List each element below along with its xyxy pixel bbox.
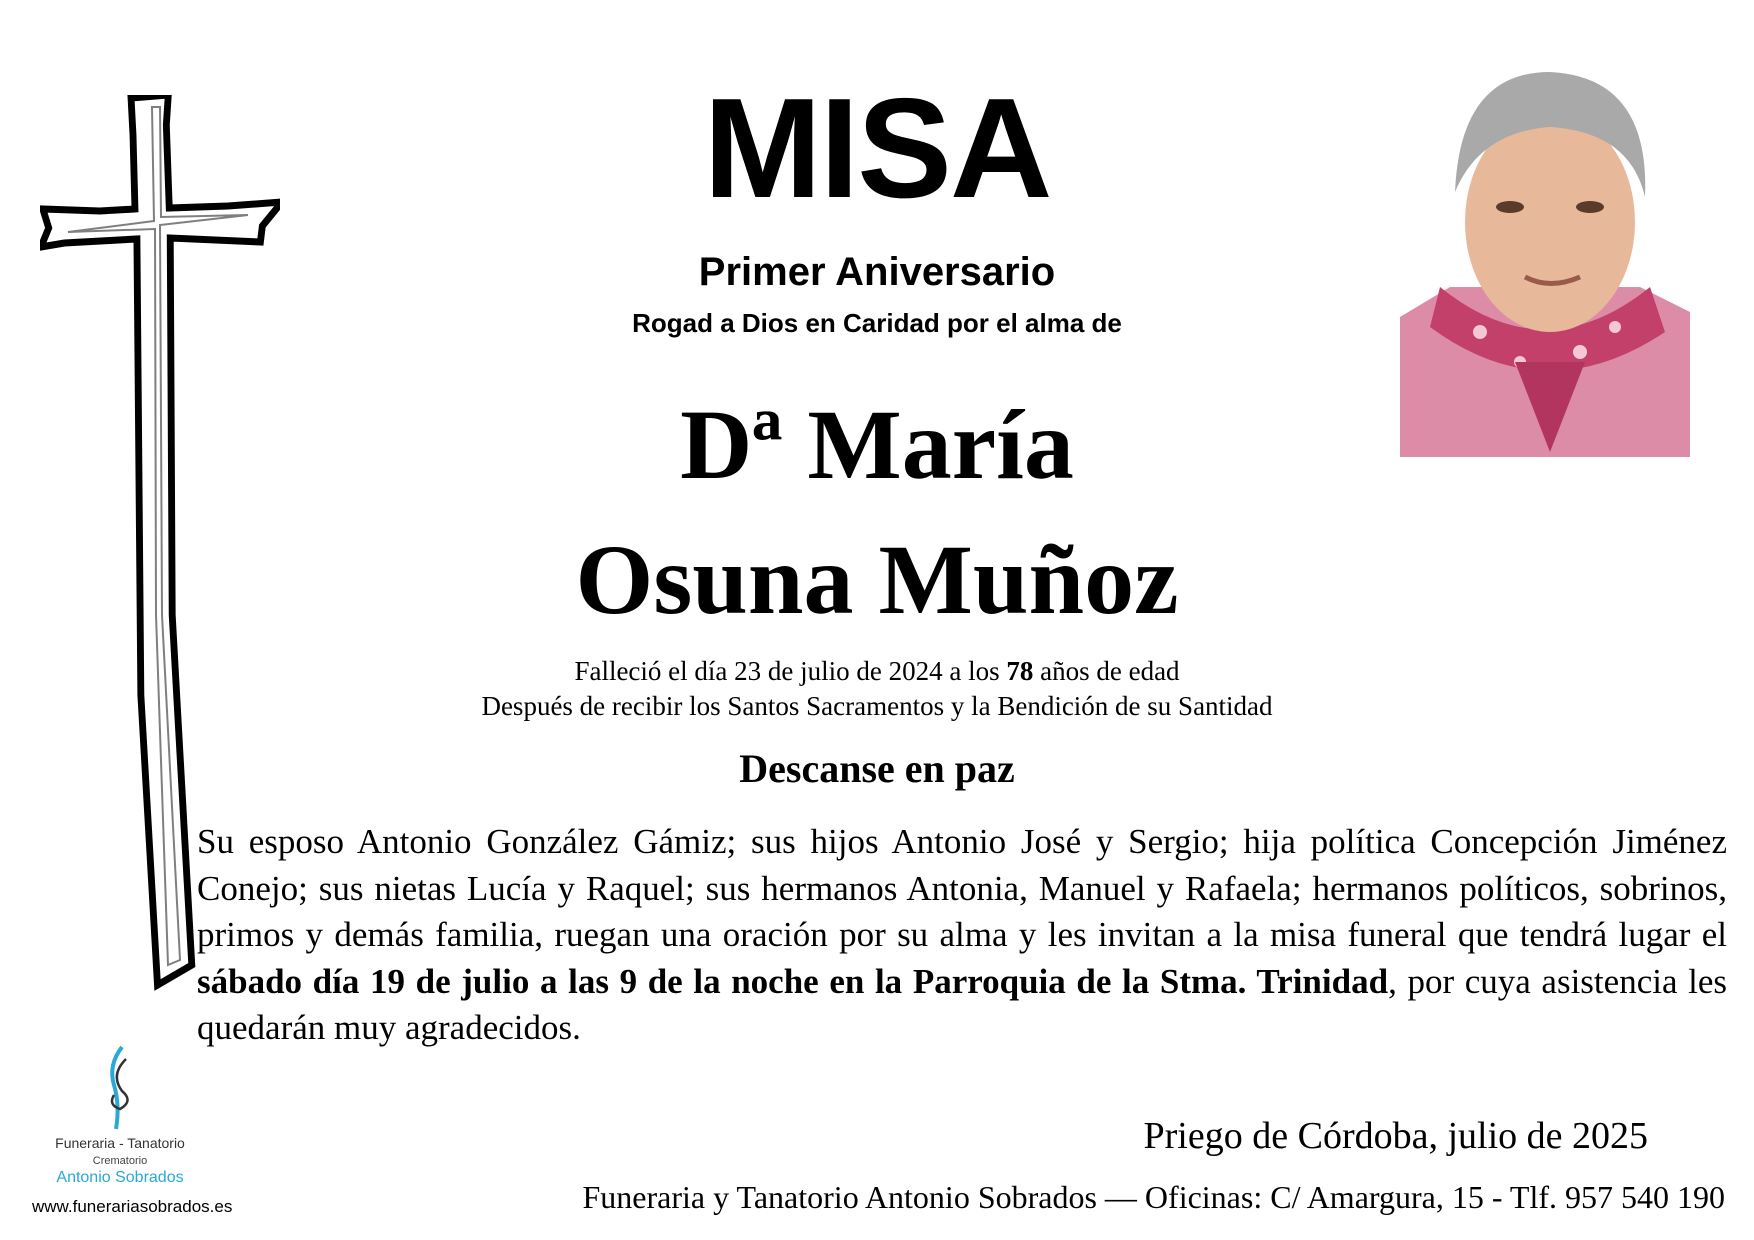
funeraria-logo <box>20 1045 233 1216</box>
sacraments-text: Después de recibir los Santos Sacramentos y la Bendición de su Santidad <box>481 691 1273 721</box>
age-value: 78 <box>1006 656 1034 686</box>
family-paragraph: Su esposo Antonio González Gámiz; sus hijos Antonio José y Sergio; hija política Concepción Jiménez Conejo; sus nietas Lucía y Raquel; sus hermanos Antonia, Manuel y Rafaela; hermanos políticos, sobrinos, primos y demás familia, ruegan una oración por su alma y les invitan a la misa funeral que tendrá lugar el sábado día 19 de julio a las 9 de la noche en la Parroquia de la Stma. Trinidad, por cuya asistencia les quedarán muy agradecidos. <box>197 822 1727 1047</box>
page-title: MISA <box>703 69 1051 228</box>
place-date: Priego de Córdoba, julio de 2025 <box>1143 1115 1648 1157</box>
death-info: Falleció el día 23 de julio de 2024 a los 78 años de edad <box>574 656 1180 686</box>
footer-contact: Funeraria y Tanatorio Antonio Sobrados — Oficinas: C/ Amargura, 15 - Tlf. 957 540 190 <box>582 1179 1725 1215</box>
mass-event-details: sábado día 19 de julio a las 9 de la noche en la Parroquia de la Stma. Trinidad <box>197 961 1389 1001</box>
deceased-name-line2: Osuna Muñoz <box>575 524 1179 635</box>
funeraria-logo-mark-icon <box>100 1045 140 1131</box>
deceased-name-line1: Dª María <box>680 389 1074 500</box>
website-url: www.funerariasobrados.es <box>32 1197 233 1216</box>
rest-in-peace: Descanse en paz <box>739 746 1015 791</box>
logo-text-line1: Funeraria - Tanatorio <box>55 1135 185 1151</box>
logo-text-line3: Antonio Sobrados <box>56 1169 184 1186</box>
intro-text: Rogad a Dios en Caridad por el alma de <box>632 308 1122 338</box>
subtitle: Primer Aniversario <box>698 250 1056 294</box>
deceased-photo <box>1400 72 1690 457</box>
logo-text-line2: Crematorio <box>92 1155 148 1167</box>
